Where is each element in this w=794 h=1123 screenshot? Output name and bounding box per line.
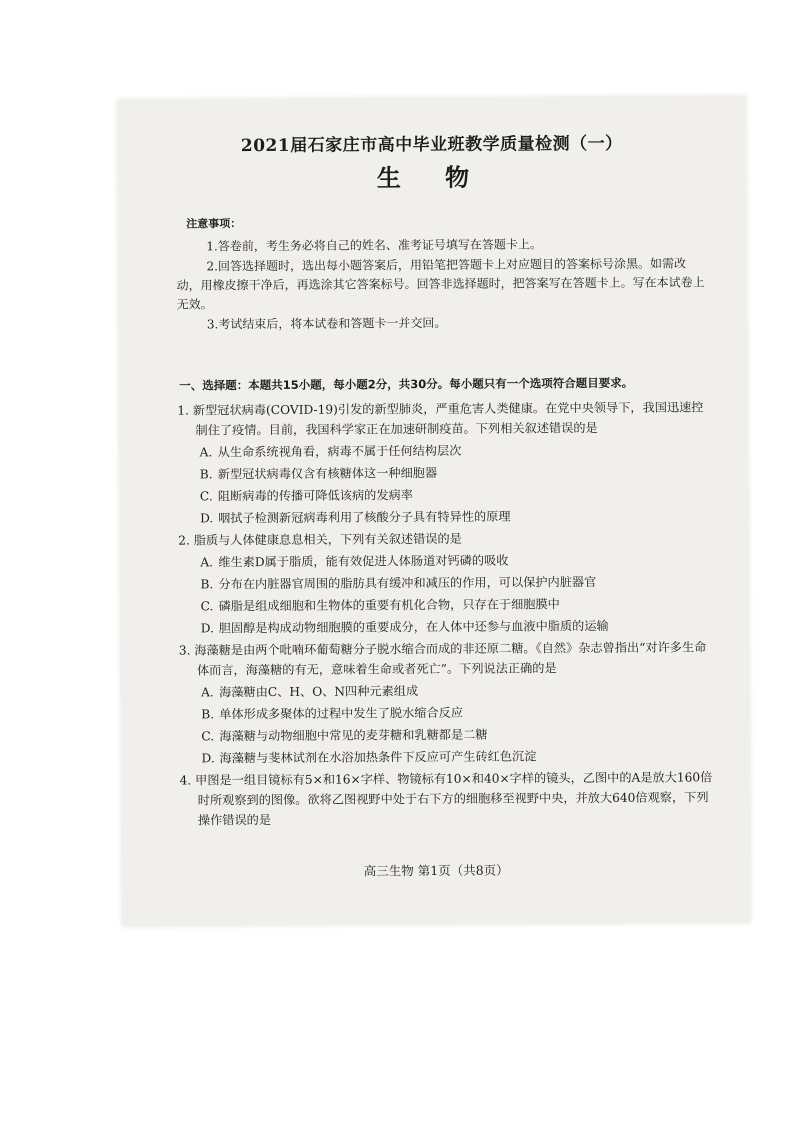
option-b — [178, 571, 714, 594]
option-letter: D. — [201, 751, 215, 766]
option-letter: A. — [200, 555, 214, 570]
section-heading: 一、选择题：本题共15小题，每小题2分，共30分。每小题只有一个选项符合题目要求。 — [179, 375, 634, 393]
question-3 — [179, 637, 716, 768]
exam-paper — [117, 96, 750, 926]
option-b — [178, 461, 714, 484]
option-letter: A. — [201, 685, 214, 700]
question-stem: 2. 脂质与人体健康息息相关，下列有关叙述错误的是 — [178, 531, 462, 548]
option-text: 海藻糖由C、H、O、N四种元素组成 — [219, 684, 419, 700]
notice-heading: 注意事项： — [186, 217, 242, 231]
page-content — [117, 96, 750, 926]
option-text: 咽拭子检测新冠病毒利用了核酸分子具有特异性的原理 — [217, 509, 511, 526]
question-1 — [177, 397, 714, 528]
option-d — [178, 505, 714, 528]
option-a — [178, 549, 714, 572]
option-b — [179, 701, 715, 724]
option-letter: C. — [201, 729, 215, 744]
option-text: 从生命系统视角看，病毒不属于任何结构层次 — [217, 443, 462, 460]
exam-title: 2021届石家庄市高中毕业班教学质量检测（一） — [240, 133, 623, 157]
option-letter: B. — [200, 577, 214, 592]
notice-item: 3.考试结束后，将本试卷和答题卡一并交回。 — [206, 315, 447, 332]
option-c — [178, 483, 714, 506]
page-footer: 高三生物 第1页（共8页） — [363, 862, 509, 879]
option-letter: C. — [199, 489, 213, 504]
notice-item: 2.回答选择题时，选出每小题答案后，用铅笔把答题卡上对应题目的答案标号涂黑。如需改动，用橡皮擦干净后，再选涂其它答案标号。回答非选择题时，把答案写在答题卡上。写在本试卷上无效。 — [176, 256, 705, 312]
option-letter: B. — [199, 467, 213, 482]
subject-title: 生 物 — [376, 162, 488, 193]
notice-list — [176, 234, 707, 335]
option-letter: A. — [199, 445, 213, 460]
option-c — [179, 723, 715, 746]
option-d — [179, 615, 715, 638]
question-4 — [180, 767, 716, 830]
option-a — [179, 679, 715, 702]
option-letter: D. — [200, 621, 214, 636]
question-stem: 4. 甲图是一组目镜标有5×和16×字样、物镜标有10×和40×字样的镜头，乙图中的A是放大160倍时所观察到的图像。欲将乙图视野中处于右下方的细胞移至视野中央，并放大640倍观察，下列操作错误的是 — [179, 770, 713, 828]
question-list — [177, 396, 716, 830]
option-c — [179, 593, 715, 616]
notice-item: 1.答卷前，考生务必将自己的姓名、准考证号填写在答题卡上。 — [206, 237, 542, 254]
question-stem: 3. 海藻糖是由两个吡喃环葡萄糖分子脱水缩合而成的非还原二糖。《自然》杂志曾指出“对许多生命体而言，海藻糖的有无，意味着生命或者死亡”。下列说法正确的是 — [178, 640, 707, 678]
option-letter: B. — [201, 707, 215, 722]
option-letter: D. — [199, 511, 214, 526]
question-2 — [178, 527, 715, 638]
option-text: 磷脂是组成细胞和生物体的重要有机化合物，只存在于细胞膜中 — [218, 597, 560, 614]
option-text: 海藻糖与动物细胞中常见的麦芽糖和乳糖都是二糖 — [219, 727, 488, 744]
question-stem: 1. 新型冠状病毒(COVID-19)引发的新型肺炎，严重危害人类健康。在党中央领导下，我国迅速控制住了疫情。目前，我国科学家正在加速研制疫苗。下列相关叙述错误的是 — [177, 400, 704, 438]
option-text: 分布在内脏器官周围的脂肪具有缓冲和减压的作用，可以保护内脏器官 — [218, 575, 597, 592]
option-text: 维生素D属于脂质，能有效促进人体肠道对钙磷的吸收 — [218, 553, 509, 570]
option-text: 阻断病毒的传播可降低该病的发病率 — [217, 488, 413, 504]
option-text: 单体形成多聚体的过程中发生了脱水缩合反应 — [219, 705, 464, 722]
option-text: 胆固醇是构成动物细胞膜的重要成分，在人体中还参与血液中脂质的运输 — [218, 618, 609, 636]
option-text: 新型冠状病毒仅含有核糖体这一种细胞器 — [217, 465, 438, 482]
option-text: 海藻糖与斐林试剂在水浴加热条件下反应可产生砖红色沉淀 — [219, 749, 537, 766]
option-a — [178, 439, 714, 462]
option-letter: C. — [200, 599, 214, 614]
option-d — [179, 745, 715, 768]
